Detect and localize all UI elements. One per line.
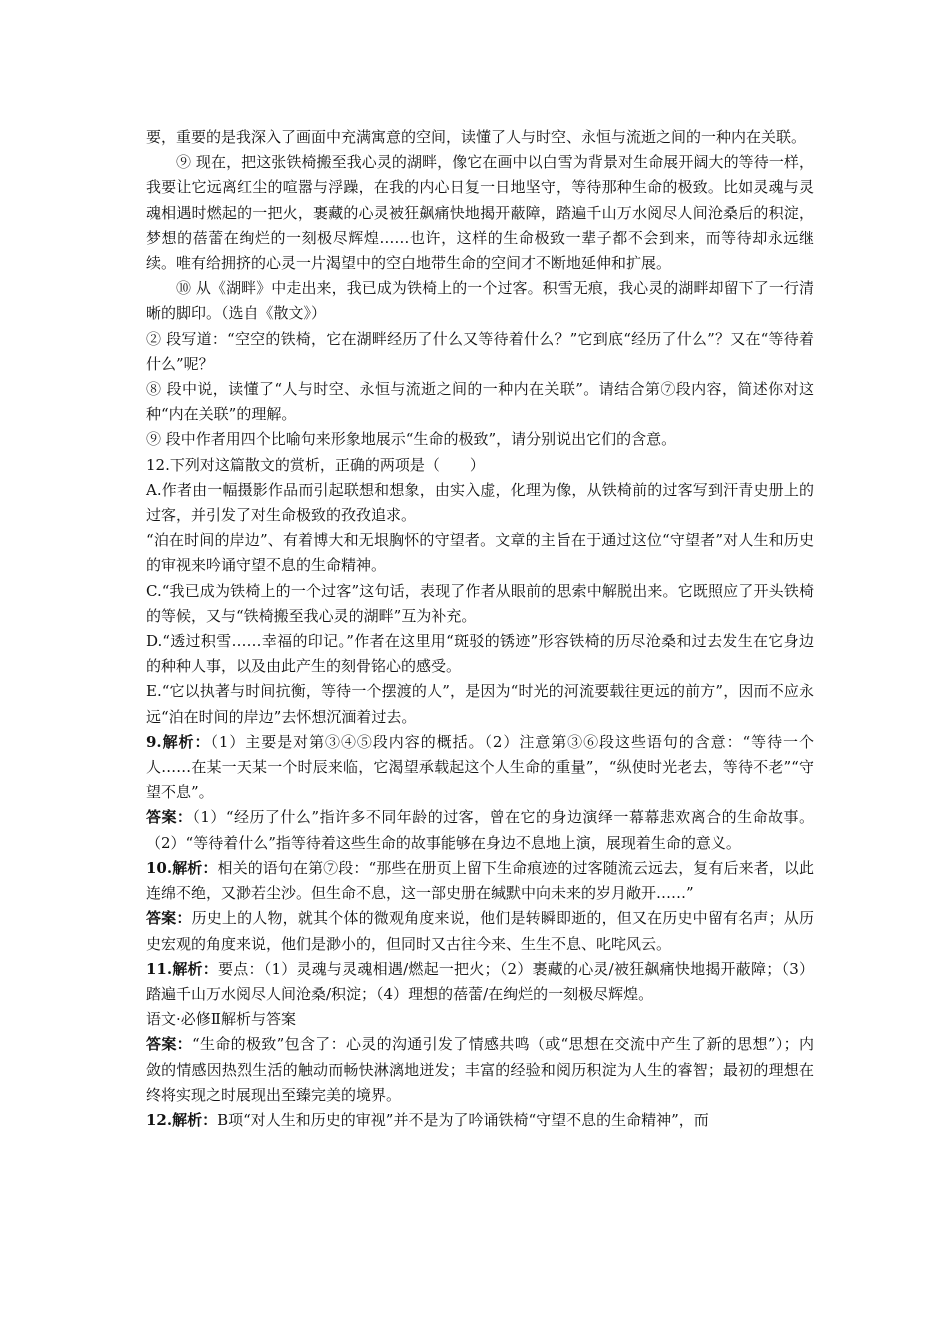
answer-text: （1）“经历了什么”指许多不同年龄的过客，曾在它的身边演绎一幕幕悲欢离合的生命故事。（2）“等待着什么”指等待着这些生命的故事能够在身边不息地上演，展现着生命的意义。 <box>146 808 814 852</box>
option-a: A.作者由一幅摄影作品而引起联想和想象，由实入虚，化理为像，从铁椅前的过客写到汗青史册上的过客，并引发了对生命极致的孜孜追求。 <box>146 480 814 525</box>
option-c: C.“我已成为铁椅上的一个过客”这句话，表现了作者从眼前的思索中解脱出来。它既照应了开头铁椅的等候，又与“铁椅搬至我心灵的湖畔”互为补充。 <box>146 581 814 625</box>
answer-12-analysis <box>146 1108 814 1133</box>
answer-label: 12.解析： <box>146 1110 218 1129</box>
question-9: ② 段写道：“空空的铁椅，它在湖畔经历了什么又等待着什么？”它到底“经历了什么”？又在“等待着什么”呢？ <box>146 329 814 373</box>
option-d: D.“透过积雪……幸福的印记。”作者在这里用“斑驳的锈迹”形容铁椅的历尽沧桑和过去发生在它身边的种种人事，以及由此产生的刻骨铭心的感受。 <box>146 632 814 676</box>
answer-text: （1）主要是对第③④⑤段内容的概括。（2）注意第③⑥段这些语句的含意：“等待一个人……在某一天某一个时辰来临，它渴望承载起这个人生命的重量”，“纵使时光老去，等待不老”“守望不息”。 <box>146 732 814 802</box>
option-e: E.“它以执著与时间抗衡，等待一个摆渡的人”，是因为“时光的河流要载往更远的前方”，因而不应永远“泊在时间的岸边”去怀想沉湎着过去。 <box>146 682 814 726</box>
paragraph-10: ⑩ 从《湖畔》中走出来，我已成为铁椅上的一个过客。积雪无痕，我心灵的湖畔却留下了一行清晰的脚印。（选自《散文》） <box>146 279 814 323</box>
paragraph-continuation: 要，重要的是我深入了画面中充满寓意的空间，读懂了人与时空、永恒与流逝之间的一种内在关联。 <box>146 128 807 146</box>
question-10: ⑧ 段中说，读懂了“人与时空、永恒与流逝之间的一种内在关联”。请结合第⑦段内容，简述你对这种“内在关联”的理解。 <box>146 380 814 424</box>
answer-label: 答案： <box>146 1035 192 1054</box>
paragraph-9: ⑨ 现在，把这张铁椅搬至我心灵的湖畔，像它在画中以白雪为背景对生命展开阔大的等待一样，我要让它远离红尘的喧嚣与浮躁，在我的内心日复一日地坚守，等待那种生命的极致。比如灵魂与灵魂相遇时燃起的一把火，裹藏的心灵被狂飙痛快地揭开蔽障，踏遍千山万水阅尽人间沧桑后的积淀，梦想的蓓蕾在绚烂的一刻极尽辉煌……也许，这样的生命极致一辈子都不会到来，而等待却永远继续。唯有给拥挤的心灵一片渴望中的空白地带生命的空间才不断地延伸和扩展。 <box>146 153 814 273</box>
answer-label: 10.解析： <box>146 858 218 877</box>
answer-9-analysis <box>146 730 814 806</box>
option-b: “泊在时间的岸边”、有着博大和无垠胸怀的守望者。文章的主旨在于通过这位“守望者”对人生和历史的审视来吟诵守望不息的生命精神。 <box>146 531 814 575</box>
answer-10-analysis <box>146 856 814 906</box>
answer-text: 要点：（1）灵魂与灵魂相遇/燃起一把火；（2）裹藏的心灵/被狂飙痛快地揭开蔽障；（3）踏遍千山万水阅尽人间沧桑/积淀；（4）理想的蓓蕾/在绚烂的一刻极尽辉煌。 <box>146 959 814 1003</box>
section-header: 语文·必修Ⅱ解析与答案 <box>146 1010 296 1029</box>
answer-text: “生命的极致”包含了：心灵的沟通引发了情感共鸣（或“思想在交流中产生了新的思想”）；内敛的情感因热烈生活的触动而畅快淋漓地迸发；丰富的经验和阅历积淀为人生的睿智；最初的理想在终将实现之时展现出至臻完美的境界。 <box>146 1035 814 1104</box>
answer-label: 答案： <box>146 808 193 827</box>
question-11: ⑨ 段中作者用四个比喻句来形象地展示“生命的极致”，请分别说出它们的含意。 <box>146 430 677 449</box>
answer-11-analysis <box>146 957 814 1007</box>
answer-label: 9.解析： <box>146 732 211 751</box>
answer-text: B项“对人生和历史的审视”并不是为了吟诵铁椅“守望不息的生命精神”，而 <box>217 1110 709 1129</box>
answer-9-answer <box>146 805 814 855</box>
answer-10-answer <box>146 906 814 956</box>
answer-label: 11.解析： <box>146 959 219 978</box>
question-12: 12.下列对这篇散文的赏析，正确的两项是（ ） <box>146 455 485 474</box>
document-page <box>146 125 814 1133</box>
answer-label: 答案： <box>146 909 192 928</box>
answer-text: 历史上的人物，就其个体的微观角度来说，他们是转瞬即逝的，但又在历史中留有名声；从历史宏观的角度来说，他们是渺小的，但同时又古往今来、生生不息、叱咤风云。 <box>146 909 814 953</box>
answer-11-answer <box>146 1032 814 1108</box>
answer-text: 相关的语句在第⑦段：“那些在册页上留下生命痕迹的过客随流云远去，复有后来者，以此连绵不绝，又渺若尘沙。但生命不息，这一部史册在缄默中向未来的岁月敞开……” <box>146 858 814 903</box>
